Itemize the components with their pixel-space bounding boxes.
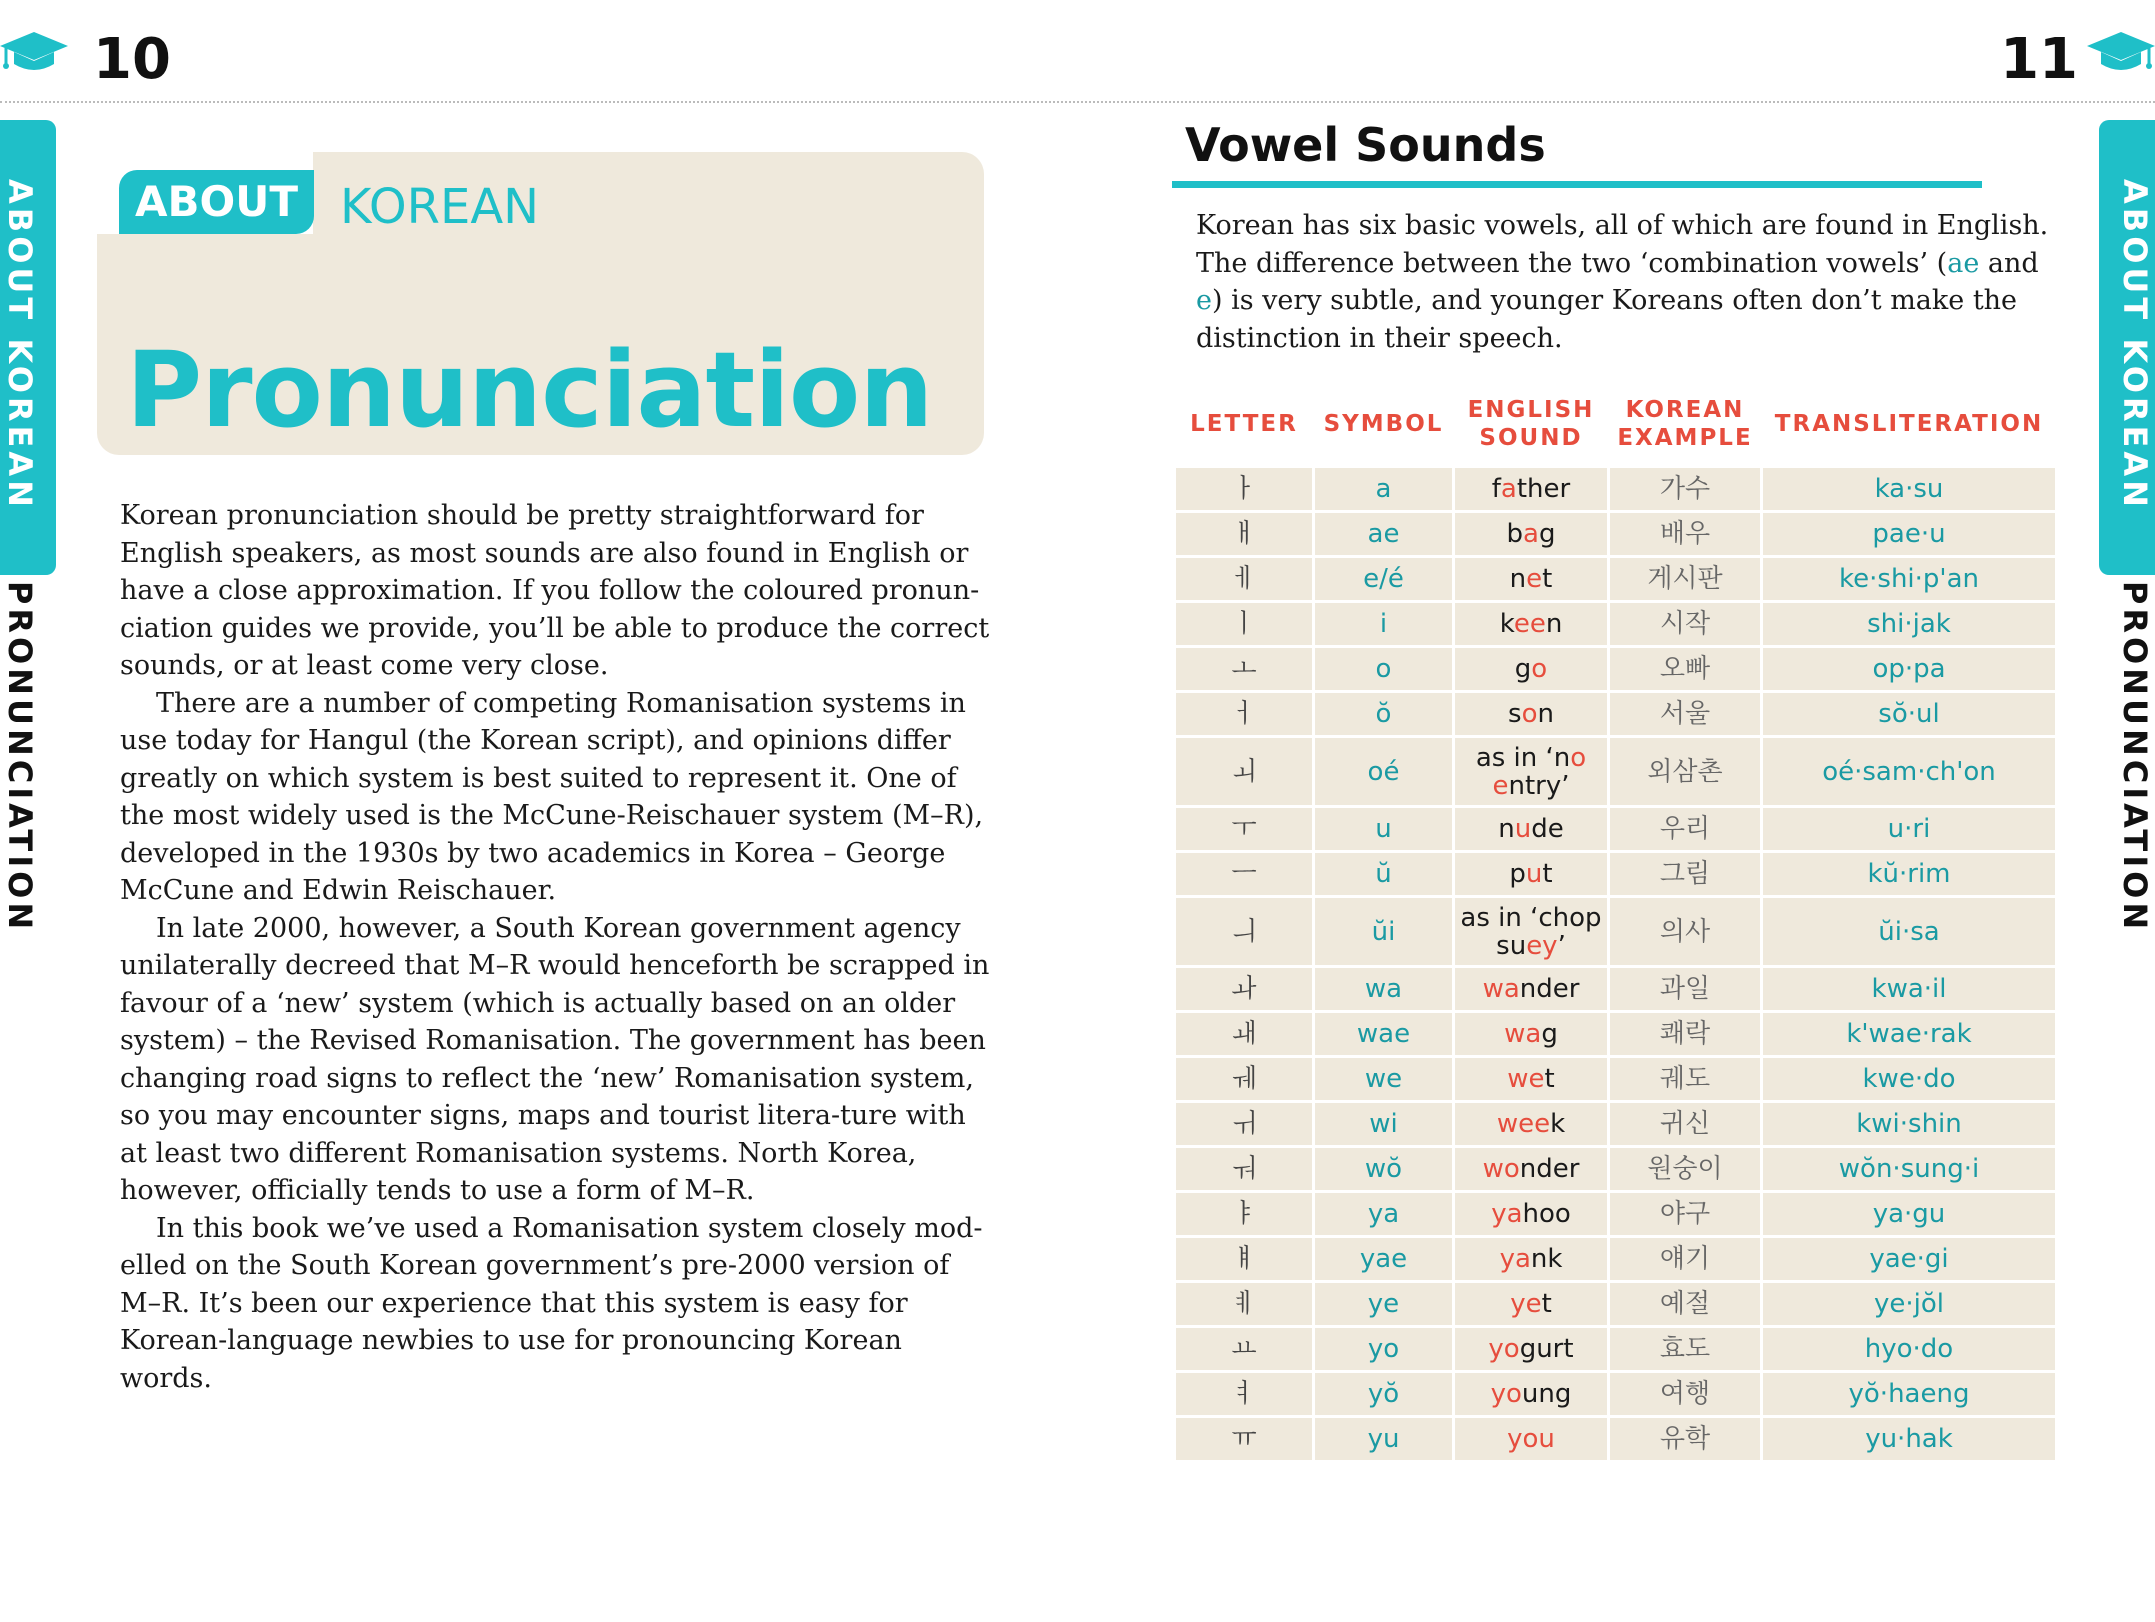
sound-text: g <box>1514 654 1532 684</box>
sound-text: p <box>1509 859 1526 889</box>
left-page-number: 10 <box>93 27 171 92</box>
transliteration-cell: hyo·do <box>1763 1328 2055 1370</box>
highlighted-sound: wa <box>1482 974 1520 1004</box>
english-sound-cell <box>1455 648 1607 690</box>
symbol-cell: o <box>1315 648 1452 690</box>
korean-example-cell: 시작 <box>1610 603 1760 645</box>
hangul-letter-cell: ㅖ <box>1176 1283 1312 1325</box>
symbol-cell: u <box>1315 808 1452 850</box>
english-sound-cell <box>1455 1328 1607 1370</box>
transliteration-cell: sŏ·ul <box>1763 693 2055 735</box>
symbol-cell: yae <box>1315 1238 1452 1280</box>
korean-example-cell: 우리 <box>1610 808 1760 850</box>
highlighted-sound: wo <box>1482 1154 1520 1184</box>
column-header-english-sound <box>1455 383 1607 465</box>
sound-text: de <box>1531 814 1564 844</box>
hangul-letter-cell: ㅝ <box>1176 1148 1312 1190</box>
body-text <box>120 497 990 1397</box>
graduation-cap-icon <box>2087 30 2155 74</box>
table-row <box>1176 513 2055 555</box>
hangul-letter-cell: ㅚ <box>1176 738 1312 805</box>
table-row <box>1176 558 2055 600</box>
transliteration-cell: shi·jak <box>1763 603 2055 645</box>
sound-text: nder <box>1519 1154 1580 1184</box>
sound-text: ’ <box>1557 930 1566 961</box>
table-row <box>1176 898 2055 965</box>
transliteration-cell: ka·su <box>1763 468 2055 510</box>
intro-vowel-e: e <box>1196 285 1212 316</box>
transliteration-cell: kŭ·rim <box>1763 853 2055 895</box>
table-row <box>1176 1373 2055 1415</box>
english-sound-cell <box>1455 468 1607 510</box>
highlighted-sound: ya <box>1499 1244 1531 1274</box>
hangul-letter-cell: ㅘ <box>1176 968 1312 1010</box>
hangul-letter-cell: ㅙ <box>1176 1013 1312 1055</box>
about-badge-text: ABOUT <box>135 177 298 226</box>
korean-example-cell: 오빠 <box>1610 648 1760 690</box>
english-sound-cell <box>1455 1013 1607 1055</box>
transliteration-cell: pae·u <box>1763 513 2055 555</box>
english-sound-cell <box>1455 853 1607 895</box>
symbol-cell: we <box>1315 1058 1452 1100</box>
page-title: Pronunciation <box>126 329 933 451</box>
highlighted-sound: you <box>1507 1424 1555 1454</box>
korean-example-cell: 원숭이 <box>1610 1148 1760 1190</box>
intro-vowel-ae: ae <box>1947 247 1980 279</box>
highlighted-sound: ye <box>1510 1289 1542 1319</box>
header-divider <box>0 101 2155 103</box>
transliteration-cell: ŭi·sa <box>1763 898 2055 965</box>
symbol-cell: ŭi <box>1315 898 1452 965</box>
table-row <box>1176 738 2055 805</box>
english-sound-cell <box>1455 1148 1607 1190</box>
section-title-underline <box>1172 181 1982 188</box>
table-row <box>1176 1418 2055 1460</box>
english-sound-cell <box>1455 1058 1607 1100</box>
sound-text: ung <box>1521 1379 1572 1409</box>
english-sound-cell <box>1455 1283 1607 1325</box>
graduation-cap-icon <box>0 30 68 74</box>
hangul-letter-cell: ㅣ <box>1176 603 1312 645</box>
vowel-table <box>1173 380 2058 1463</box>
highlighted-sound: u <box>1514 814 1532 844</box>
highlighted-sound: wee <box>1496 1109 1551 1139</box>
intro-text: and <box>1979 247 2039 279</box>
column-header-line: EXAMPLE <box>1617 425 1753 451</box>
english-sound-cell <box>1455 558 1607 600</box>
symbol-cell: e/é <box>1315 558 1452 600</box>
right-section-label: PRONUNCIATION <box>2116 580 2154 934</box>
highlighted-sound: a <box>1500 474 1517 504</box>
hangul-letter-cell: ㅠ <box>1176 1418 1312 1460</box>
table-row <box>1176 468 2055 510</box>
korean-example-cell: 얘기 <box>1610 1238 1760 1280</box>
sound-text: g <box>1538 519 1556 549</box>
korean-example-cell: 외삼촌 <box>1610 738 1760 805</box>
sound-text: s <box>1508 699 1522 729</box>
sound-text: n <box>1537 699 1554 729</box>
english-sound-cell <box>1455 898 1607 965</box>
table-row <box>1176 1283 2055 1325</box>
transliteration-cell: op·pa <box>1763 648 2055 690</box>
highlighted-sound: e <box>1526 564 1543 594</box>
highlighted-sound: o <box>1570 742 1587 773</box>
symbol-cell: ae <box>1315 513 1452 555</box>
english-sound-cell <box>1455 1193 1607 1235</box>
symbol-cell: yŏ <box>1315 1373 1452 1415</box>
transliteration-cell: oé·sam·ch'on <box>1763 738 2055 805</box>
sound-text: f <box>1491 474 1501 504</box>
hangul-letter-cell: ㅗ <box>1176 648 1312 690</box>
table-row <box>1176 1103 2055 1145</box>
transliteration-cell: yae·gi <box>1763 1238 2055 1280</box>
korean-example-cell: 귀신 <box>1610 1103 1760 1145</box>
hangul-letter-cell: ㅕ <box>1176 1373 1312 1415</box>
korean-example-cell: 의사 <box>1610 898 1760 965</box>
transliteration-cell: kwi·shin <box>1763 1103 2055 1145</box>
column-header-transliteration: TRANSLITERATION <box>1774 411 2044 437</box>
symbol-cell: wŏ <box>1315 1148 1452 1190</box>
intro-text: ) is very subtle, and younger Koreans often don’t make the distinction in their speech. <box>1196 285 2018 354</box>
vowel-table-body <box>1176 468 2055 1460</box>
korean-example-cell: 과일 <box>1610 968 1760 1010</box>
sound-text: as in ‘chop su <box>1460 902 1602 961</box>
body-paragraph: In this book we’ve used a Romanisation system closely mod-elled on the South Korean government’s pre-2000 version of M–R. It’s been our experience that this system is easy for Korean-language newbies to use for pronouncing Korean words. <box>120 1212 983 1394</box>
korean-example-cell: 유학 <box>1610 1418 1760 1460</box>
korean-example-cell: 그림 <box>1610 853 1760 895</box>
table-row <box>1176 603 2055 645</box>
table-row <box>1176 1013 2055 1055</box>
sound-text: g <box>1541 1019 1558 1049</box>
table-row <box>1176 968 2055 1010</box>
sound-text: ther <box>1516 474 1571 504</box>
symbol-cell: oé <box>1315 738 1452 805</box>
transliteration-cell: u·ri <box>1763 808 2055 850</box>
korean-example-cell: 배우 <box>1610 513 1760 555</box>
sound-text: as in ‘n <box>1475 742 1571 773</box>
hangul-letter-cell: ㅐ <box>1176 513 1312 555</box>
korean-example-cell: 야구 <box>1610 1193 1760 1235</box>
english-sound-cell <box>1455 1238 1607 1280</box>
body-paragraph: Korean pronunciation should be pretty straightforward for English speakers, as most sounds are also found in English or have a close approximation. If you follow the coloured pronun-ciation guides we provide, you’ll be able to produce the correct sounds, or at least come very close. <box>120 500 990 681</box>
column-header-line: SOUND <box>1479 425 1583 451</box>
topic-label: KOREAN <box>340 179 540 235</box>
symbol-cell: ye <box>1315 1283 1452 1325</box>
highlighted-sound: u <box>1525 859 1543 889</box>
english-sound-cell <box>1455 603 1607 645</box>
left-tab-label: ABOUT KOREAN <box>1 179 39 511</box>
hangul-letter-cell: ㅡ <box>1176 853 1312 895</box>
sound-text: n <box>1498 814 1515 844</box>
table-row <box>1176 808 2055 850</box>
transliteration-cell: kwe·do <box>1763 1058 2055 1100</box>
sound-text: t <box>1542 859 1553 889</box>
highlighted-sound: ey <box>1526 930 1558 961</box>
intro-text: Korean has six basic vowels, all of which are found in English. The difference between the two ‘combination vowels’ ( <box>1196 210 2049 279</box>
korean-example-cell: 효도 <box>1610 1328 1760 1370</box>
highlighted-sound: e <box>1492 770 1509 801</box>
hangul-letter-cell: ㅔ <box>1176 558 1312 600</box>
sound-text: t <box>1541 1289 1552 1319</box>
sound-text: n <box>1545 609 1563 639</box>
sound-text: nk <box>1530 1244 1563 1274</box>
table-row <box>1176 1328 2055 1370</box>
right-page-number: 11 <box>2000 27 2078 92</box>
section-title: Vowel Sounds <box>1185 118 1546 172</box>
transliteration-cell: ya·gu <box>1763 1193 2055 1235</box>
highlighted-sound: o <box>1531 654 1548 684</box>
highlighted-sound: a <box>1523 519 1539 549</box>
hangul-letter-cell: ㅜ <box>1176 808 1312 850</box>
english-sound-cell <box>1455 738 1607 805</box>
english-sound-cell <box>1455 808 1607 850</box>
hangul-letter-cell: ㅛ <box>1176 1328 1312 1370</box>
korean-example-cell: 궤도 <box>1610 1058 1760 1100</box>
sound-text: k <box>1499 609 1514 639</box>
symbol-cell: wae <box>1315 1013 1452 1055</box>
body-paragraph: There are a number of competing Romanisation systems in use today for Hangul (the Korean script), and opinions differ greatly on which system is best suited to represent it. One of the most widely used is the McCune-Reischauer system (M–R), developed in the 1930s by two academics in Korea – George McCune and Edwin Reischauer. <box>120 687 984 906</box>
hangul-letter-cell: ㅓ <box>1176 693 1312 735</box>
highlighted-sound: o <box>1521 699 1538 729</box>
english-sound-cell <box>1455 693 1607 735</box>
symbol-cell: ya <box>1315 1193 1452 1235</box>
column-header-line: ENGLISH <box>1467 397 1595 423</box>
table-row <box>1176 853 2055 895</box>
korean-example-cell: 게시판 <box>1610 558 1760 600</box>
column-header-symbol: SYMBOL <box>1323 411 1444 437</box>
highlighted-sound: wa <box>1504 1019 1542 1049</box>
symbol-cell: wa <box>1315 968 1452 1010</box>
sound-text: hoo <box>1522 1199 1571 1229</box>
korean-example-cell: 서울 <box>1610 693 1760 735</box>
table-row <box>1176 693 2055 735</box>
symbol-cell: wi <box>1315 1103 1452 1145</box>
symbol-cell: yu <box>1315 1418 1452 1460</box>
table-row <box>1176 1193 2055 1235</box>
sound-text: t <box>1544 1064 1555 1094</box>
symbol-cell: yo <box>1315 1328 1452 1370</box>
highlighted-sound: yo <box>1490 1379 1522 1409</box>
table-row <box>1176 648 2055 690</box>
table-header-row <box>1176 383 2055 465</box>
column-header-korean-example <box>1610 383 1760 465</box>
hangul-letter-cell: ㅑ <box>1176 1193 1312 1235</box>
highlighted-sound: we <box>1507 1064 1545 1094</box>
sound-text: k <box>1550 1109 1566 1139</box>
column-header-letter: LETTER <box>1190 411 1298 437</box>
table-row <box>1176 1148 2055 1190</box>
sound-text: t <box>1542 564 1553 594</box>
column-header-line: KOREAN <box>1625 397 1745 423</box>
body-paragraph: In late 2000, however, a South Korean government agency unilaterally decreed that M–R would henceforth be scrapped in favour of a ‘new’ system (which is actually based on an older system) – the Revised Romanisation. The government has been changing road signs to reflect the ‘new’ Romanisation system, so you may encounter signs, maps and tourist litera-ture with at least two different Romanisation systems. North Korea, however, officially tends to use a form of M–R. <box>120 912 990 1206</box>
korean-example-cell: 가수 <box>1610 468 1760 510</box>
table-row <box>1176 1058 2055 1100</box>
sound-text: nder <box>1519 974 1580 1004</box>
transliteration-cell: yŏ·haeng <box>1763 1373 2055 1415</box>
highlighted-sound: ee <box>1513 609 1546 639</box>
highlighted-sound: yo <box>1488 1334 1520 1364</box>
transliteration-cell: ke·shi·p'an <box>1763 558 2055 600</box>
english-sound-cell <box>1455 968 1607 1010</box>
hangul-letter-cell: ㅟ <box>1176 1103 1312 1145</box>
english-sound-cell <box>1455 1103 1607 1145</box>
highlighted-sound: ya <box>1491 1199 1523 1229</box>
symbol-cell: ŏ <box>1315 693 1452 735</box>
english-sound-cell <box>1455 1373 1607 1415</box>
korean-example-cell: 예절 <box>1610 1283 1760 1325</box>
sound-text: n <box>1509 564 1527 594</box>
about-badge <box>119 170 314 234</box>
sound-text: ntry’ <box>1508 770 1570 801</box>
left-section-label: PRONUNCIATION <box>1 580 39 934</box>
hangul-letter-cell: ㅒ <box>1176 1238 1312 1280</box>
transliteration-cell: ye·jŏl <box>1763 1283 2055 1325</box>
right-tab-label: ABOUT KOREAN <box>2116 179 2154 511</box>
transliteration-cell: kwa·il <box>1763 968 2055 1010</box>
transliteration-cell: wŏn·sung·i <box>1763 1148 2055 1190</box>
hangul-letter-cell: ㅢ <box>1176 898 1312 965</box>
transliteration-cell: k'wae·rak <box>1763 1013 2055 1055</box>
table-row <box>1176 1238 2055 1280</box>
symbol-cell: i <box>1315 603 1452 645</box>
english-sound-cell <box>1455 1418 1607 1460</box>
sound-text: b <box>1506 519 1524 549</box>
symbol-cell: ŭ <box>1315 853 1452 895</box>
transliteration-cell: yu·hak <box>1763 1418 2055 1460</box>
symbol-cell: a <box>1315 468 1452 510</box>
english-sound-cell <box>1455 513 1607 555</box>
sound-text: gurt <box>1519 1334 1574 1364</box>
korean-example-cell: 쾌락 <box>1610 1013 1760 1055</box>
hangul-letter-cell: ㅞ <box>1176 1058 1312 1100</box>
hangul-letter-cell: ㅏ <box>1176 468 1312 510</box>
section-intro <box>1196 207 2056 357</box>
korean-example-cell: 여행 <box>1610 1373 1760 1415</box>
